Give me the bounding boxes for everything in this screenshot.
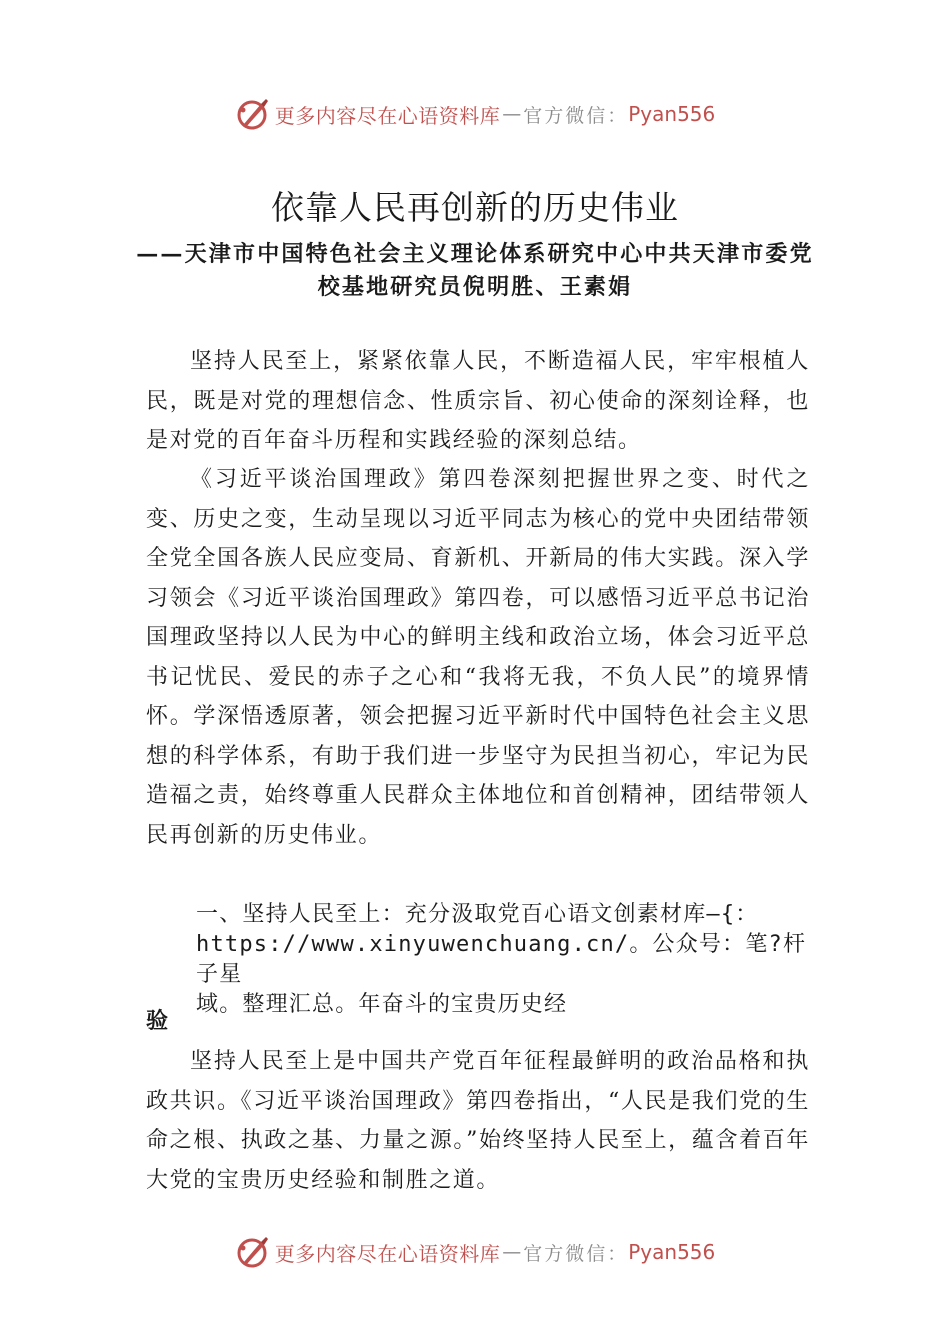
document-title: 依靠人民再创新的历史伟业 bbox=[271, 188, 679, 227]
pen-logo-icon bbox=[235, 1234, 271, 1270]
section-heading-1 bbox=[196, 900, 826, 1020]
banner-wechat-id: Pyan556 bbox=[628, 102, 716, 126]
section-heading-line-1: 一、坚持人民至上：充分汲取党百心语文创素材库—{： bbox=[196, 902, 759, 927]
footer-banner-wechat-label: 官方微信： bbox=[523, 1242, 629, 1265]
paragraph-1: 坚持人民至上，紧紧依靠人民，不断造福人民，牢牢根植人民，既是对党的理想信念、性质宗旨、初心使命的深刻诠释，也是对党的百年奋斗历程和实践经验的深刻总结。 bbox=[146, 349, 810, 453]
banner-text: 更多内容尽在心语资料库 bbox=[274, 103, 501, 128]
footer-banner-separator: — bbox=[502, 1241, 522, 1263]
footer-banner-wechat-id: Pyan556 bbox=[628, 1240, 716, 1264]
footer-banner-text: 更多内容尽在心语资料库 bbox=[274, 1241, 501, 1266]
section-heading-tail: 验 bbox=[146, 1008, 169, 1034]
pen-logo-icon bbox=[235, 96, 271, 132]
footer-banner bbox=[0, 1230, 950, 1274]
banner-separator: — bbox=[502, 103, 522, 125]
banner-wechat-label: 官方微信： bbox=[523, 104, 629, 127]
paragraph-3: 坚持人民至上是中国共产党百年征程最鲜明的政治品格和执政共识。《习近平谈治国理政》第四卷指出，“人民是我们党的生命之根、执政之基、力量之源。”始终坚持人民至上，蕴含着百年大党的宝贵历史经验和制胜之道。 bbox=[146, 1049, 810, 1193]
header-banner bbox=[0, 92, 950, 136]
section-heading-line-2: https://www.xinyuwenchuang.cn/。公众号：笔?杆子星 bbox=[196, 932, 807, 987]
section-heading-line-3: 域。整理汇总。年奋斗的宝贵历史经 bbox=[196, 992, 568, 1017]
document-subtitle: ——天津市中国特色社会主义理论体系研究中心中共天津市委党校基地研究员倪明胜、王素娟 bbox=[136, 241, 814, 300]
paragraph-2: 《习近平谈治国理政》第四卷深刻把握世界之变、时代之变、历史之变，生动呈现以习近平同志为核心的党中央团结带领全党全国各族人民应变局、育新机、开新局的伟大实践。深入学习领会《习近平谈治国理政》第四卷，可以感悟习近平总书记治国理政坚持以人民为中心的鲜明主线和政治立场，体会习近平总书记忧民、爱民的赤子之心和“我将无我，不负人民”的境界情怀。学深悟透原著，领会把握习近平新时代中国特色社会主义思想的科学体系，有助于我们进一步坚守为民担当初心，牢记为民造福之责，始终尊重人民群众主体地位和首创精神，团结带领人民再创新的历史伟业。 bbox=[146, 467, 810, 848]
